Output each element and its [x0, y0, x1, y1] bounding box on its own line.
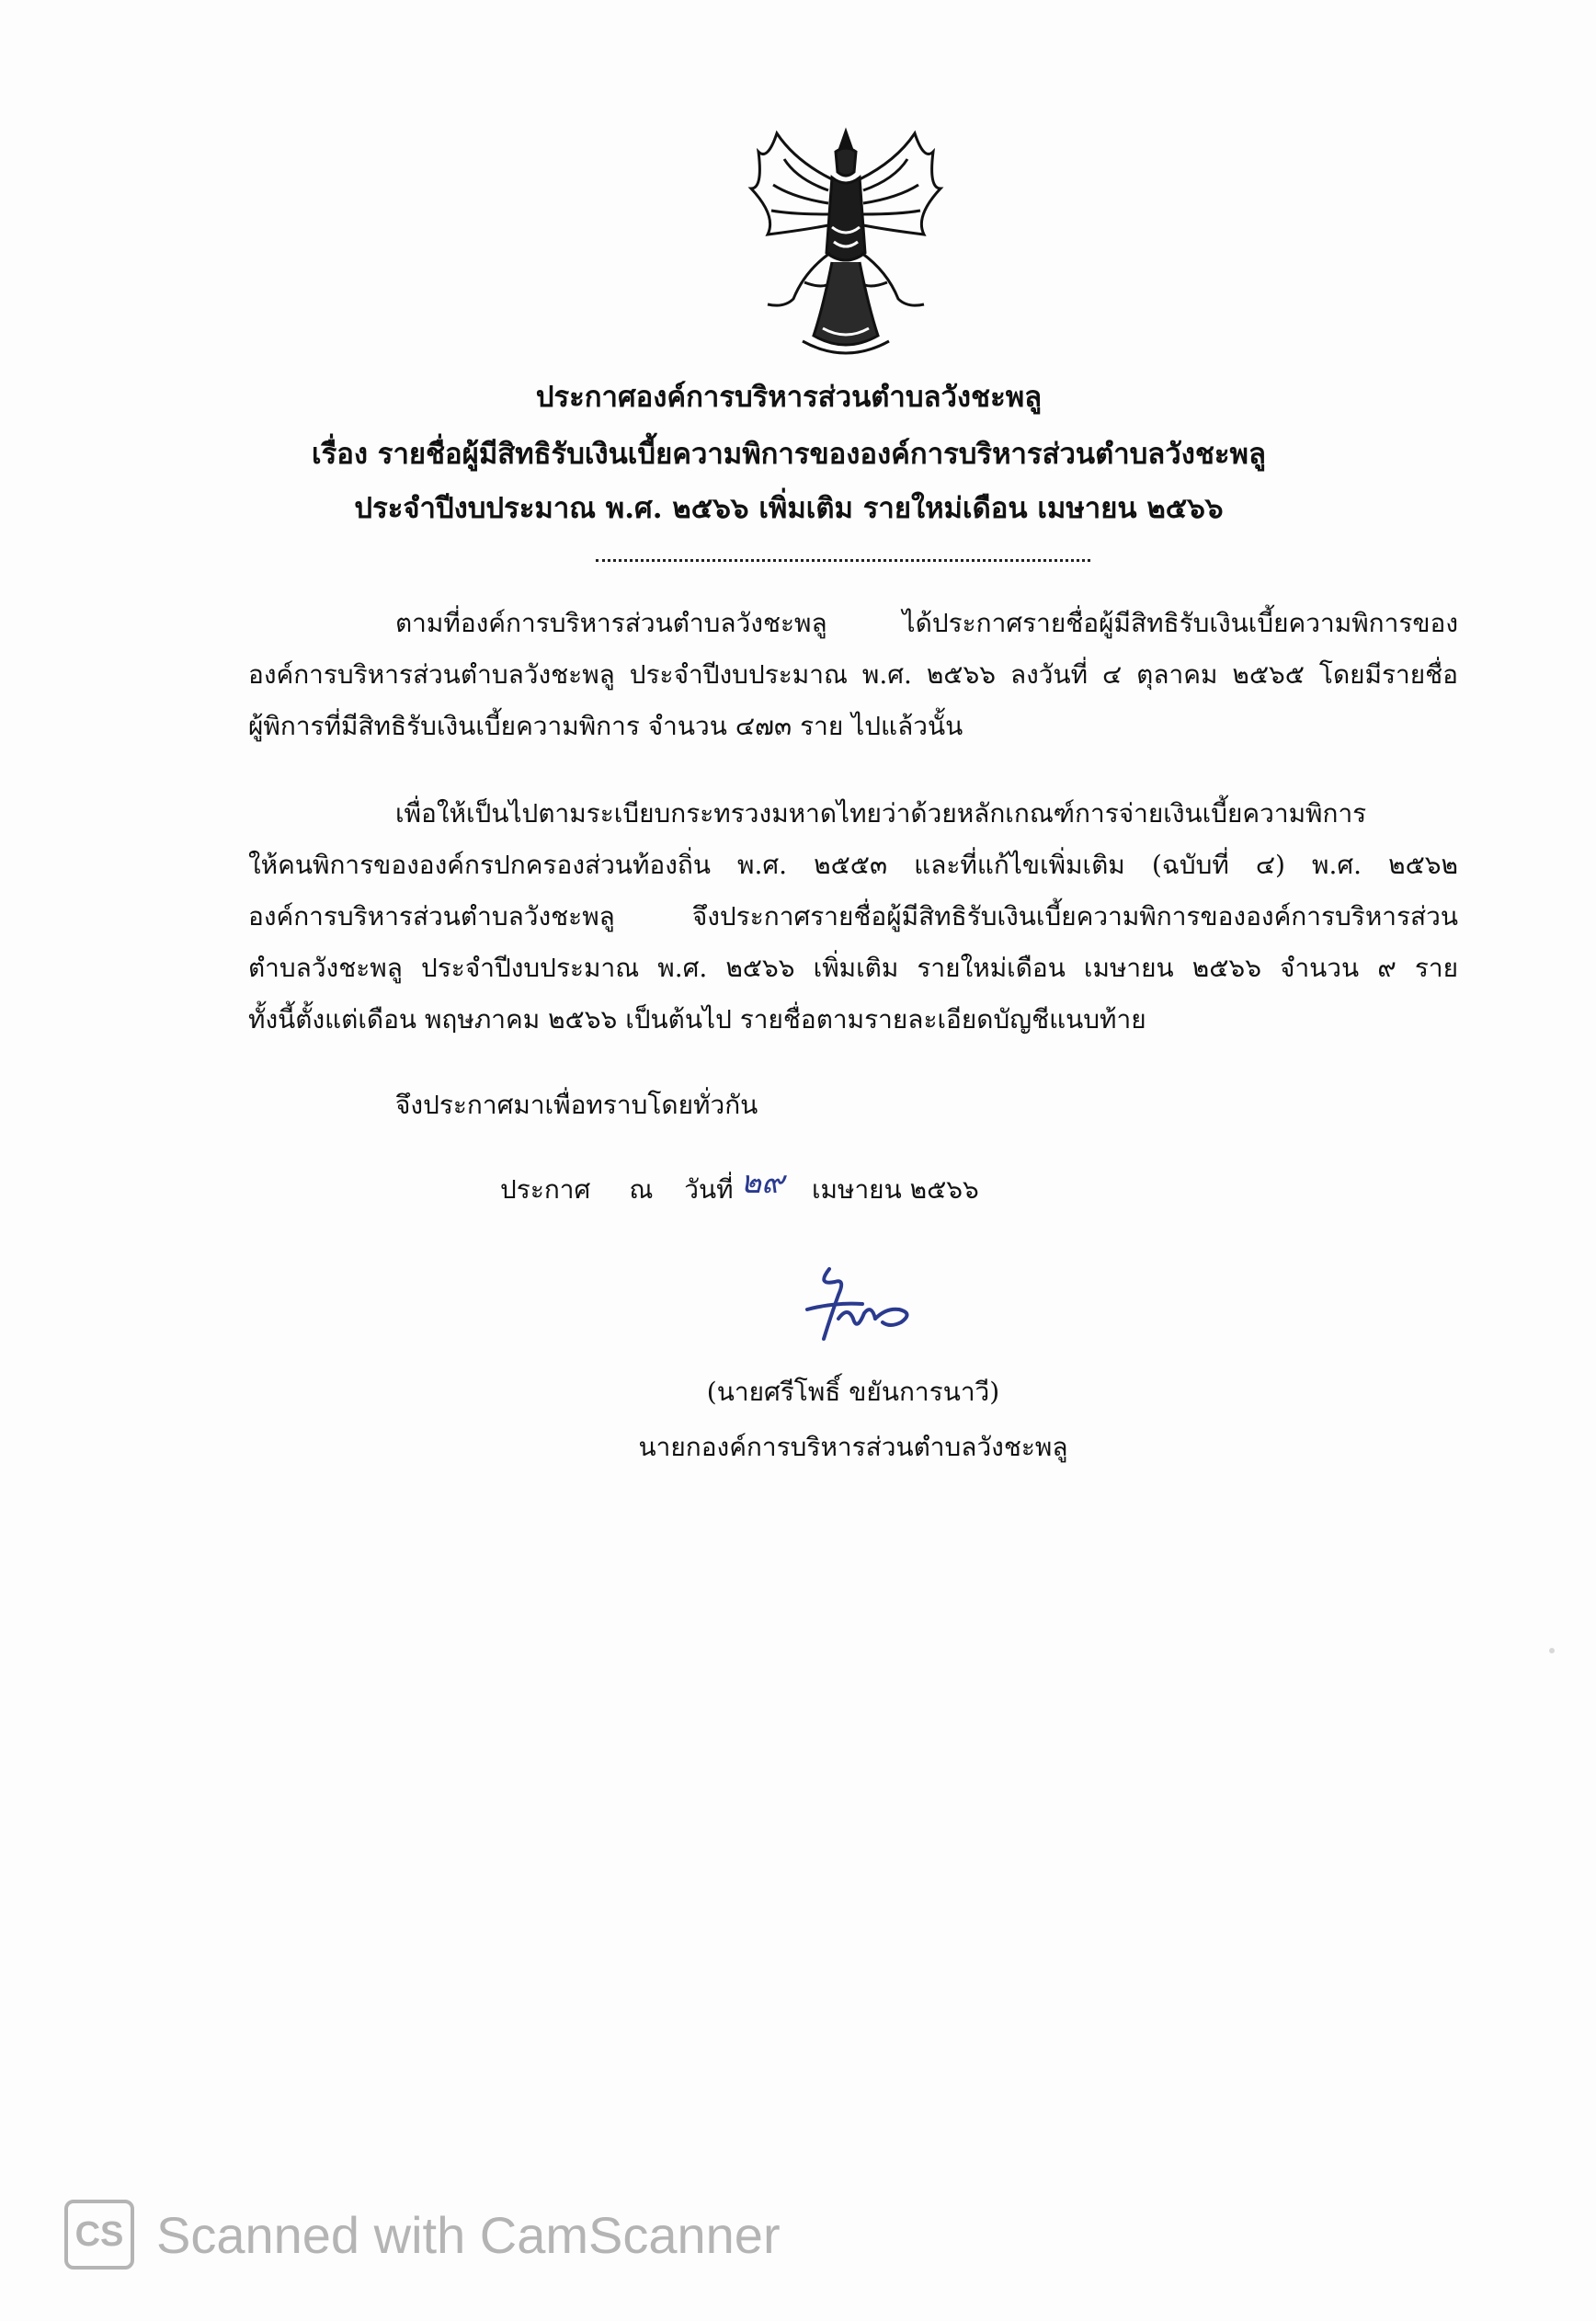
- date-day-label: วันที่: [684, 1174, 734, 1205]
- paragraph-2-line: ทั้งนี้ตั้งแต่เดือน พฤษภาคม ๒๕๖๖ เป็นต้นไป รายชื่อตามรายละเอียดบัญชีแนบท้าย: [248, 1004, 1146, 1035]
- announcement-date: [500, 1162, 979, 1216]
- paragraph-2-line: ให้คนพิการขององค์กรปกครองส่วนท้องถิ่น พ.ศ. ๒๕๕๓ และที่แก้ไขเพิ่มเติม (ฉบับที่ ๔) พ.ศ. ๒๕๖๒: [248, 850, 1458, 880]
- date-day-value: ๒๙: [740, 1164, 784, 1201]
- paragraph-2-line: องค์การบริหารส่วนตำบลวังชะพลู จึงประกาศรายชื่อผู้มีสิทธิรับเงินเบี้ยความพิการขององค์การบริหารส่วน: [248, 901, 1458, 932]
- camscanner-watermark-text: Scanned with CamScanner: [156, 2205, 781, 2264]
- garuda-emblem-icon: [740, 124, 952, 365]
- closing-statement: จึงประกาศมาเพื่อทราบโดยทั่วกัน: [395, 1090, 758, 1120]
- signatory-title: นายกองค์การบริหารส่วนตำบลวังชะพลู: [638, 1432, 1068, 1462]
- date-announced-label: ประกาศ: [500, 1174, 591, 1205]
- paragraph-1-line: ผู้พิการที่มีสิทธิรับเงินเบี้ยความพิการ จำนวน ๔๗๓ ราย ไปแล้วนั้น: [248, 711, 963, 741]
- announcement-fiscal-year: ประจำปีงบประมาณ พ.ศ. ๒๕๖๖ เพิ่มเติม รายใหม่เดือน เมษายน ๒๕๖๖: [354, 492, 1224, 525]
- paragraph-1: [248, 598, 1458, 752]
- paragraph-2-line: เพื่อให้เป็นไปตามระเบียบกระทรวงมหาดไทยว่าด้วยหลักเกณฑ์การจ่ายเงินเบี้ยความพิการ: [395, 798, 1367, 829]
- paragraph-1-line: องค์การบริหารส่วนตำบลวังชะพลู ประจำปีงบประมาณ พ.ศ. ๒๕๖๖ ลงวันที่ ๔ ตุลาคม ๒๕๖๕ โดยมีรายชื่อ: [248, 659, 1458, 690]
- paragraph-2-line: ตำบลวังชะพลู ประจำปีงบประมาณ พ.ศ. ๒๕๖๖ เพิ่มเติม รายใหม่เดือน เมษายน ๒๕๖๖ จำนวน ๙ ราย: [248, 953, 1458, 983]
- paragraph-1-line: ตามที่องค์การบริหารส่วนตำบลวังชะพลู ได้ประกาศรายชื่อผู้มีสิทธิรับเงินเบี้ยความพิการของ: [395, 608, 1458, 638]
- camscanner-logo-icon: CS: [64, 2200, 134, 2270]
- announcement-subject: เรื่อง รายชื่อผู้มีสิทธิรับเงินเบี้ยความพิการขององค์การบริหารส่วนตำบลวังชะพลู: [312, 438, 1266, 471]
- dotted-divider: [596, 559, 1090, 562]
- date-month-year: เมษายน ๒๕๖๖: [811, 1174, 979, 1205]
- signatory-name: (นายศรีโพธิ์ ขยันการนาวี): [706, 1377, 1000, 1407]
- paragraph-2: [248, 788, 1458, 1046]
- signature-icon: [798, 1258, 927, 1359]
- announcement-title: ประกาศองค์การบริหารส่วนตำบลวังชะพลู: [535, 381, 1043, 414]
- date-at-label: ณ: [629, 1174, 654, 1205]
- scan-speck: [1549, 1648, 1555, 1653]
- camscanner-watermark: [64, 2196, 781, 2273]
